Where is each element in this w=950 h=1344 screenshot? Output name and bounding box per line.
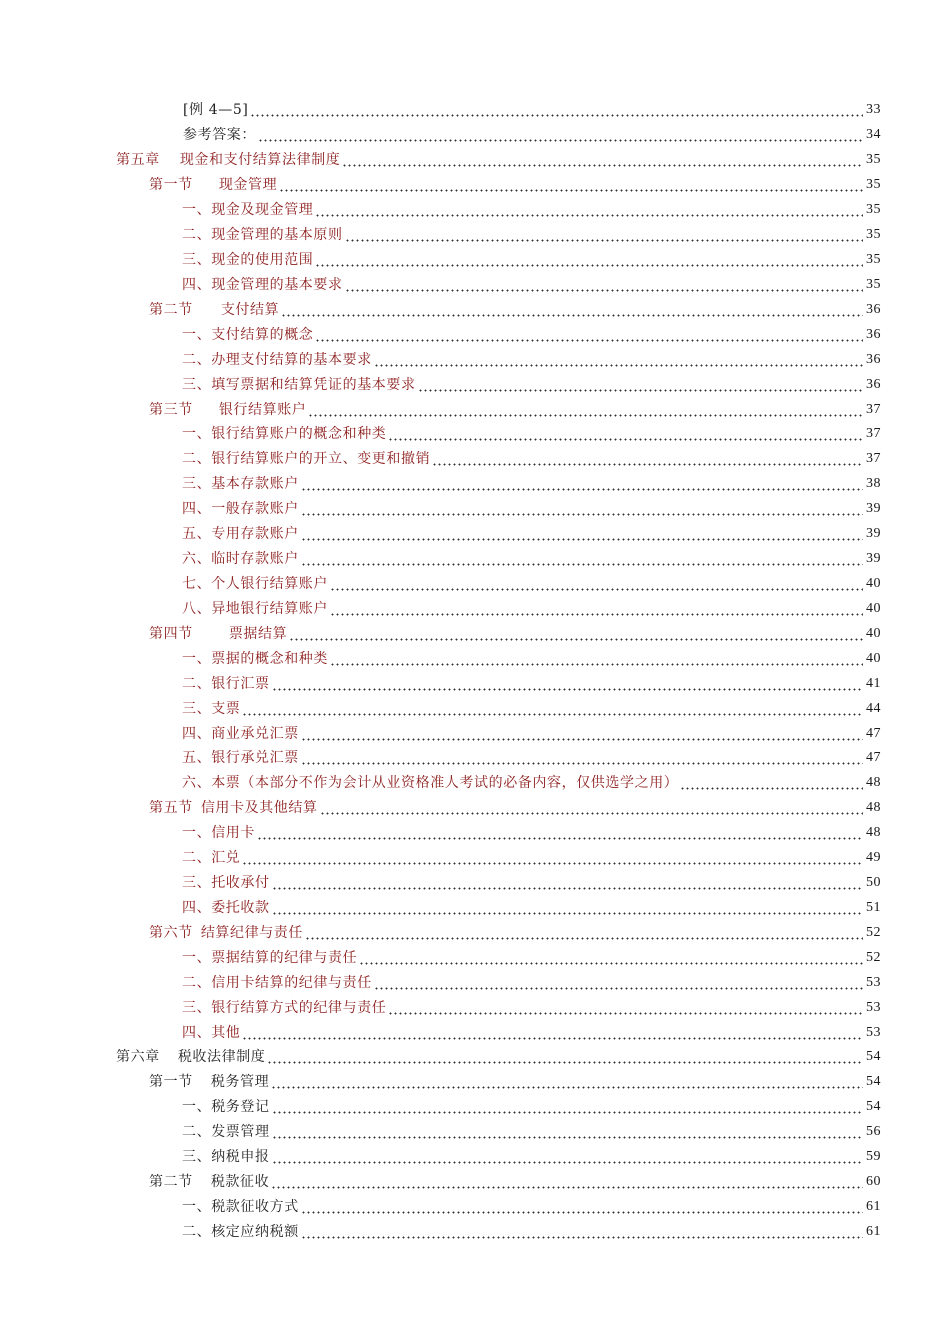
toc-page-number: 60: [866, 1174, 881, 1190]
toc-page-number: 44: [866, 700, 881, 716]
toc-page-number: 37: [866, 451, 881, 467]
dot-leader: [359, 951, 863, 965]
toc-page-number: 39: [866, 501, 881, 517]
toc-entry-heading: 现金管理: [218, 177, 278, 194]
toc-entry-title: [182, 452, 430, 466]
toc-entry[interactable]: [0, 248, 950, 273]
toc-entry[interactable]: [0, 771, 950, 796]
toc-entry[interactable]: [0, 347, 950, 372]
dot-leader: [279, 178, 863, 192]
toc-entry-label: 三、基本存款账户: [182, 476, 299, 493]
toc-page-number: 36: [866, 326, 881, 342]
toc-entry[interactable]: [0, 945, 950, 970]
toc-entry[interactable]: [0, 796, 950, 821]
toc-entry-heading: 结算纪律与责任: [200, 924, 304, 941]
toc-page-number: 35: [866, 227, 881, 243]
toc-entry[interactable]: [0, 223, 950, 248]
toc-entry[interactable]: [0, 148, 950, 173]
dot-leader: [315, 328, 863, 342]
toc-page-number: 35: [866, 177, 881, 193]
dot-leader: [272, 1125, 863, 1139]
toc-entry[interactable]: [0, 621, 950, 646]
toc-entry-heading: 税收法律制度: [177, 1049, 266, 1066]
toc-entry-title: [182, 901, 270, 915]
toc-entry[interactable]: [0, 497, 950, 522]
toc-page-number: 61: [866, 1223, 881, 1239]
toc-entry-label: 第三节: [149, 401, 193, 418]
dot-leader: [242, 851, 863, 865]
toc-entry-heading: 现金和支付结算法律制度: [179, 152, 341, 169]
toc-entry[interactable]: [0, 1070, 950, 1095]
toc-entry-title: [182, 652, 328, 666]
toc-entry-label: 五、银行承兑汇票: [182, 750, 299, 767]
dot-leader: [271, 1175, 863, 1189]
toc-entry[interactable]: [0, 422, 950, 447]
toc-entry-title: [182, 328, 313, 342]
toc-entry[interactable]: [0, 98, 950, 123]
toc-entry-title: [149, 627, 287, 641]
dot-leader: [305, 926, 863, 940]
toc-entry[interactable]: [0, 671, 950, 696]
toc-page-number: 36: [866, 301, 881, 317]
toc-entry[interactable]: [0, 1195, 950, 1220]
toc-page-number: 54: [866, 1049, 881, 1065]
toc-entry-title: [182, 876, 270, 890]
toc-page-number: 52: [866, 949, 881, 965]
toc-page-number: 35: [866, 152, 881, 168]
toc-entry[interactable]: [0, 721, 950, 746]
toc-page-number: 36: [866, 376, 881, 392]
dot-leader: [345, 228, 863, 242]
dot-leader: [388, 1001, 863, 1015]
toc-entry-title: [116, 1050, 265, 1064]
toc-entry[interactable]: [0, 920, 950, 945]
toc-entry[interactable]: [0, 696, 950, 721]
toc-entry-title: [182, 826, 255, 840]
toc-entry-title: [149, 801, 318, 815]
toc-entry[interactable]: [0, 547, 950, 572]
toc-page-number: 52: [866, 924, 881, 940]
toc-page-number: 53: [866, 974, 881, 990]
toc-entry-title: [182, 976, 372, 990]
toc-entry-label: 第一节: [149, 1074, 193, 1091]
toc-entry-title: [182, 1200, 299, 1214]
toc-entry-heading: 票据结算: [228, 625, 288, 642]
toc-page-number: 49: [866, 850, 881, 866]
toc-entry-title: [182, 951, 357, 965]
toc-page-number: 37: [866, 401, 881, 417]
toc-entry[interactable]: [0, 596, 950, 621]
toc-page-number: 47: [866, 725, 881, 741]
toc-entry-title: [183, 103, 248, 117]
toc-entry-title: [182, 427, 386, 441]
toc-page-number: 40: [866, 625, 881, 641]
dot-leader: [250, 103, 863, 117]
toc-entry-title: [182, 751, 299, 765]
toc-entry[interactable]: [0, 123, 950, 148]
dot-leader: [242, 702, 863, 716]
toc-entry-heading: 信用卡及其他结算: [200, 800, 318, 817]
toc-page-number: 54: [866, 1074, 881, 1090]
toc-entry[interactable]: [0, 871, 950, 896]
toc-entry-label: 二、银行汇票: [182, 675, 270, 692]
dot-leader: [301, 1225, 863, 1239]
toc-entry-title: [149, 926, 303, 940]
dot-leader: [388, 427, 863, 441]
toc-entry-label: 三、托收承付: [182, 875, 270, 892]
toc-entry-title: [182, 1225, 299, 1239]
toc-entry[interactable]: [0, 821, 950, 846]
toc-entry-title: [149, 1175, 269, 1189]
toc-entry[interactable]: [0, 995, 950, 1020]
toc-page-number: 54: [866, 1099, 881, 1115]
dot-leader: [342, 153, 863, 167]
dot-leader: [301, 727, 863, 741]
toc-entry-heading: 税务管理: [210, 1074, 270, 1091]
toc-entry-title: [182, 727, 299, 741]
toc-entry[interactable]: [0, 1020, 950, 1045]
toc-entry-label: 第一节: [149, 177, 193, 194]
toc-entry-label: 二、发票管理: [182, 1124, 270, 1141]
dot-leader: [301, 751, 863, 765]
toc-page-number: 56: [866, 1124, 881, 1140]
toc-page-number: 37: [866, 426, 881, 442]
dot-leader: [258, 128, 863, 142]
toc-entry-label: 第六章: [116, 1049, 160, 1066]
dot-leader: [271, 1075, 863, 1089]
dot-leader: [315, 203, 863, 217]
toc-entry-title: [149, 178, 277, 192]
toc-entry[interactable]: [0, 198, 950, 223]
dot-leader: [289, 627, 863, 641]
toc-entry[interactable]: [0, 896, 950, 921]
toc-entry-label: 五、专用存款账户: [182, 526, 299, 543]
toc-page-number: 59: [866, 1149, 881, 1165]
toc-page-number: 48: [866, 775, 881, 791]
toc-page-number: 39: [866, 551, 881, 567]
toc-entry-title: [182, 278, 343, 292]
toc-entry[interactable]: [0, 1045, 950, 1070]
toc-entry-label: 一、税务登记: [182, 1099, 270, 1116]
toc-entry[interactable]: [0, 970, 950, 995]
toc-page-number: 48: [866, 800, 881, 816]
dot-leader: [330, 652, 863, 666]
dot-leader: [267, 1050, 863, 1064]
dot-leader: [680, 776, 863, 790]
toc-entry[interactable]: [0, 746, 950, 771]
toc-page-number: 61: [866, 1199, 881, 1215]
toc-entry-label: 四、现金管理的基本要求: [182, 276, 343, 293]
toc-page-number: 38: [866, 476, 881, 492]
toc-entry-label: 第五章: [116, 152, 160, 169]
toc-page-number: 53: [866, 999, 881, 1015]
toc-entry-title: [182, 577, 328, 591]
toc-entry-title: [182, 677, 270, 691]
toc-entry-label: 三、银行结算方式的纪律与责任: [182, 999, 387, 1016]
toc-page-number: 40: [866, 600, 881, 616]
dot-leader: [301, 552, 863, 566]
toc-entry-title: [183, 128, 256, 142]
toc-entry-title: [116, 153, 340, 167]
dot-leader: [272, 1150, 863, 1164]
dot-leader: [308, 403, 863, 417]
toc-entry[interactable]: [0, 372, 950, 397]
toc-page-number: 51: [866, 899, 881, 915]
toc-page-number: 40: [866, 650, 881, 666]
toc-entry-label: 第五节: [149, 800, 193, 817]
toc-entry-label: 八、异地银行结算账户: [182, 600, 328, 617]
toc-entry-label: 七、个人银行结算账户: [182, 575, 328, 592]
toc-entry-label: 第六节: [149, 924, 193, 941]
toc-entry[interactable]: [0, 297, 950, 322]
toc-entry-title: [182, 1150, 270, 1164]
dot-leader: [257, 826, 863, 840]
toc-entry-title: [182, 1026, 240, 1040]
toc-entry[interactable]: [0, 846, 950, 871]
dot-leader: [330, 577, 863, 591]
dot-leader: [301, 1200, 863, 1214]
toc-page-number: 39: [866, 526, 881, 542]
toc-entry-label: 四、其他: [182, 1024, 241, 1041]
toc-page-number: 41: [866, 675, 881, 691]
toc-entry-title: [182, 776, 678, 790]
toc-entry-title: [182, 477, 299, 491]
dot-leader: [330, 602, 863, 616]
toc-entry[interactable]: [0, 1095, 950, 1120]
dot-leader: [418, 378, 863, 392]
toc-entry-label: 二、银行结算账户的开立、变更和撤销: [182, 451, 431, 468]
toc-entry-label: [例 4—5]: [183, 102, 249, 119]
toc-entry[interactable]: [0, 322, 950, 347]
toc-page-number: 35: [866, 251, 881, 267]
toc-entry-label: 二、核定应纳税额: [182, 1223, 299, 1240]
toc-page-number: 33: [866, 102, 881, 118]
toc-entry-title: [182, 702, 240, 716]
toc-entry-label: 三、现金的使用范围: [182, 251, 314, 268]
toc-entry-label: 一、现金及现金管理: [182, 202, 314, 219]
dot-leader: [374, 976, 863, 990]
dot-leader: [320, 801, 863, 815]
toc-entry[interactable]: [0, 173, 950, 198]
toc-entry-title: [149, 1075, 269, 1089]
toc-entry-title: [182, 527, 299, 541]
toc-entry[interactable]: [0, 646, 950, 671]
toc-entry-title: [182, 228, 343, 242]
toc-entry[interactable]: [0, 1170, 950, 1195]
toc-entry[interactable]: [0, 1120, 950, 1145]
toc-entry-label: 三、填写票据和结算凭证的基本要求: [182, 376, 416, 393]
toc-entry-heading: 银行结算账户: [218, 401, 307, 418]
toc-entry-label: 四、商业承兑汇票: [182, 725, 299, 742]
dot-leader: [301, 502, 863, 516]
toc-entry-title: [149, 403, 306, 417]
toc-entry-label: 二、现金管理的基本原则: [182, 227, 343, 244]
toc-page-number: 36: [866, 351, 881, 367]
toc-entry-label: 二、信用卡结算的纪律与责任: [182, 974, 372, 991]
toc-entry[interactable]: [0, 522, 950, 547]
toc-entry-label: 三、纳税申报: [182, 1149, 270, 1166]
toc-entry-label: 一、信用卡: [182, 825, 255, 842]
toc-entry-label: 一、税款征收方式: [182, 1199, 299, 1216]
toc-entry-heading: 税款征收: [210, 1174, 270, 1191]
toc-entry-title: [182, 253, 313, 267]
toc-entry-label: 三、支票: [182, 700, 241, 717]
toc-entry-label: 一、银行结算账户的概念和种类: [182, 426, 387, 443]
toc-entry-title: [182, 1125, 270, 1139]
toc-entry-label: 二、汇兑: [182, 850, 241, 867]
toc-entry-label: 一、票据结算的纪律与责任: [182, 949, 358, 966]
toc-entry[interactable]: [0, 1145, 950, 1170]
dot-leader: [272, 901, 863, 915]
dot-leader: [374, 353, 863, 367]
dot-leader: [272, 876, 863, 890]
dot-leader: [345, 278, 863, 292]
toc-entry-title: [182, 203, 313, 217]
dot-leader: [301, 527, 863, 541]
toc-entry-title: [182, 602, 328, 616]
toc-entry-label: 一、支付结算的概念: [182, 326, 314, 343]
toc-page-number: 53: [866, 1024, 881, 1040]
toc-page-number: 40: [866, 575, 881, 591]
toc-entry[interactable]: [0, 272, 950, 297]
toc-entry-title: [182, 1100, 270, 1114]
table-of-contents: [0, 98, 950, 1244]
toc-entry[interactable]: [0, 472, 950, 497]
toc-entry-label: 一、票据的概念和种类: [182, 650, 328, 667]
dot-leader: [272, 1100, 863, 1114]
dot-leader: [242, 1026, 863, 1040]
toc-entry-title: [182, 353, 372, 367]
toc-page-number: 47: [866, 750, 881, 766]
toc-page-number: 50: [866, 875, 881, 891]
toc-page-number: 35: [866, 276, 881, 292]
toc-entry-title: [182, 378, 416, 392]
toc-entry-heading: 支付结算: [220, 301, 280, 318]
toc-entry[interactable]: [0, 397, 950, 422]
toc-entry-title: [182, 1001, 386, 1015]
toc-entry-title: [182, 552, 299, 566]
dot-leader: [301, 477, 863, 491]
dot-leader: [272, 677, 863, 691]
toc-entry-label: 参考答案：: [183, 127, 256, 144]
dot-leader: [315, 253, 863, 267]
toc-entry-label: 二、办理支付结算的基本要求: [182, 351, 372, 368]
toc-page-number: 35: [866, 202, 881, 218]
toc-entry-label: 第二节: [149, 1174, 193, 1191]
toc-entry[interactable]: [0, 572, 950, 597]
toc-page-number: 48: [866, 825, 881, 841]
toc-entry-label: 第二节: [149, 301, 193, 318]
toc-entry-label: 六、临时存款账户: [182, 551, 299, 568]
toc-entry-label: 四、一般存款账户: [182, 501, 299, 518]
toc-page-number: 34: [866, 127, 881, 143]
toc-entry-label: 第四节: [149, 625, 193, 642]
toc-entry-title: [182, 502, 299, 516]
toc-entry-label: 六、本票（本部分不作为会计从业资格准人考试的必备内容，仅供选学之用）: [182, 775, 679, 792]
toc-entry[interactable]: [0, 447, 950, 472]
toc-entry-label: 四、委托收款: [182, 899, 270, 916]
dot-leader: [432, 452, 863, 466]
toc-entry-title: [149, 303, 279, 317]
toc-entry-title: [182, 851, 240, 865]
toc-entry[interactable]: [0, 1219, 950, 1244]
dot-leader: [281, 303, 863, 317]
